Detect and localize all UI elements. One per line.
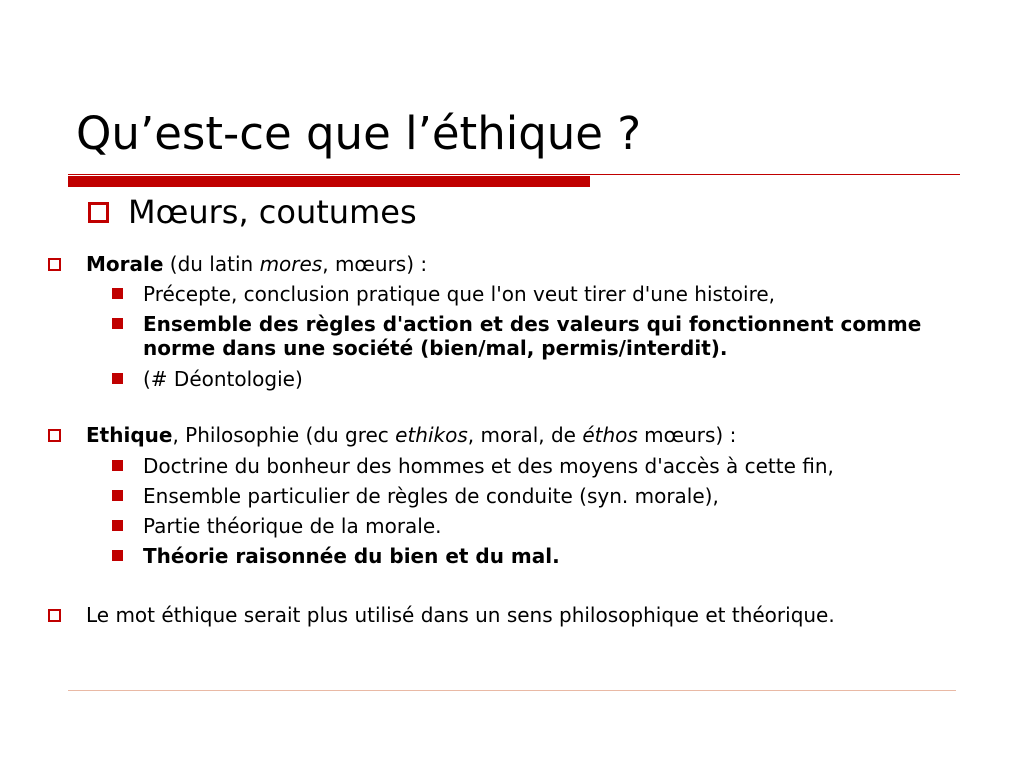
latin-word: mores [259, 252, 323, 276]
bullet-conclusion [48, 603, 978, 627]
filled-square-icon [112, 373, 123, 384]
sub-bullet-text: Précepte, conclusion pratique que l'on veut tirer d'une histoire, [143, 282, 776, 306]
sub-bullet-text: Ensemble particulier de règles de conduite (syn. morale), [143, 484, 719, 508]
sub-bullet-text: (# Déontologie) [143, 367, 303, 391]
bullet-ethique [48, 423, 978, 447]
subtitle-text: Mœurs, coutumes [128, 193, 417, 231]
title-underline-thin [68, 174, 960, 175]
greek-word-ethos: éthos [582, 423, 638, 447]
hollow-square-icon [48, 609, 61, 622]
sub-bullet-text: Partie théorique de la morale. [143, 514, 442, 538]
bullet-morale [48, 252, 978, 276]
sub-bullet-text: Doctrine du bonheur des hommes et des moyens d'accès à cette fin, [143, 454, 834, 478]
sub-bullet-ethique-3 [112, 514, 972, 538]
footer-divider [68, 690, 956, 691]
slide-title: Qu’est-ce que l’éthique ? [76, 107, 642, 160]
hollow-square-icon [48, 429, 61, 442]
greek-word-ethikos: ethikos [395, 423, 468, 447]
title-underline-thick [68, 176, 590, 187]
sub-bullet-morale-3 [112, 367, 972, 391]
bullet-conclusion-text: Le mot éthique serait plus utilisé dans un sens philosophique et théorique. [86, 603, 835, 627]
filled-square-icon [112, 460, 123, 471]
filled-square-icon [112, 520, 123, 531]
filled-square-icon [112, 318, 123, 329]
ethique-part-3: mœurs) : [637, 423, 737, 447]
morale-pre: (du latin [163, 252, 260, 276]
sub-bullet-morale-2 [112, 312, 972, 360]
sub-bullet-morale-1 [112, 282, 972, 306]
sub-bullet-ethique-1 [112, 454, 972, 478]
morale-post: , mœurs) : [322, 252, 428, 276]
bullet-morale-text [86, 252, 427, 276]
sub-bullet-ethique-2 [112, 484, 972, 508]
ethique-part-2: , moral, de [467, 423, 583, 447]
sub-bullet-text: Théorie raisonnée du bien et du mal. [143, 544, 560, 568]
filled-square-icon [112, 288, 123, 299]
filled-square-icon [112, 490, 123, 501]
ethique-part-1: , Philosophie (du grec [172, 423, 396, 447]
hollow-square-icon [88, 202, 109, 223]
filled-square-icon [112, 550, 123, 561]
term-morale: Morale [86, 252, 164, 276]
term-ethique: Ethique [86, 423, 173, 447]
sub-bullet-text: Ensemble des règles d'action et des valeurs qui fonctionnent comme norme dans une société (bien/mal, permis/interdit). [143, 312, 922, 360]
sub-bullet-ethique-4 [112, 544, 972, 568]
hollow-square-icon [48, 258, 61, 271]
subtitle-bullet [88, 192, 417, 232]
bullet-ethique-text [86, 423, 736, 447]
